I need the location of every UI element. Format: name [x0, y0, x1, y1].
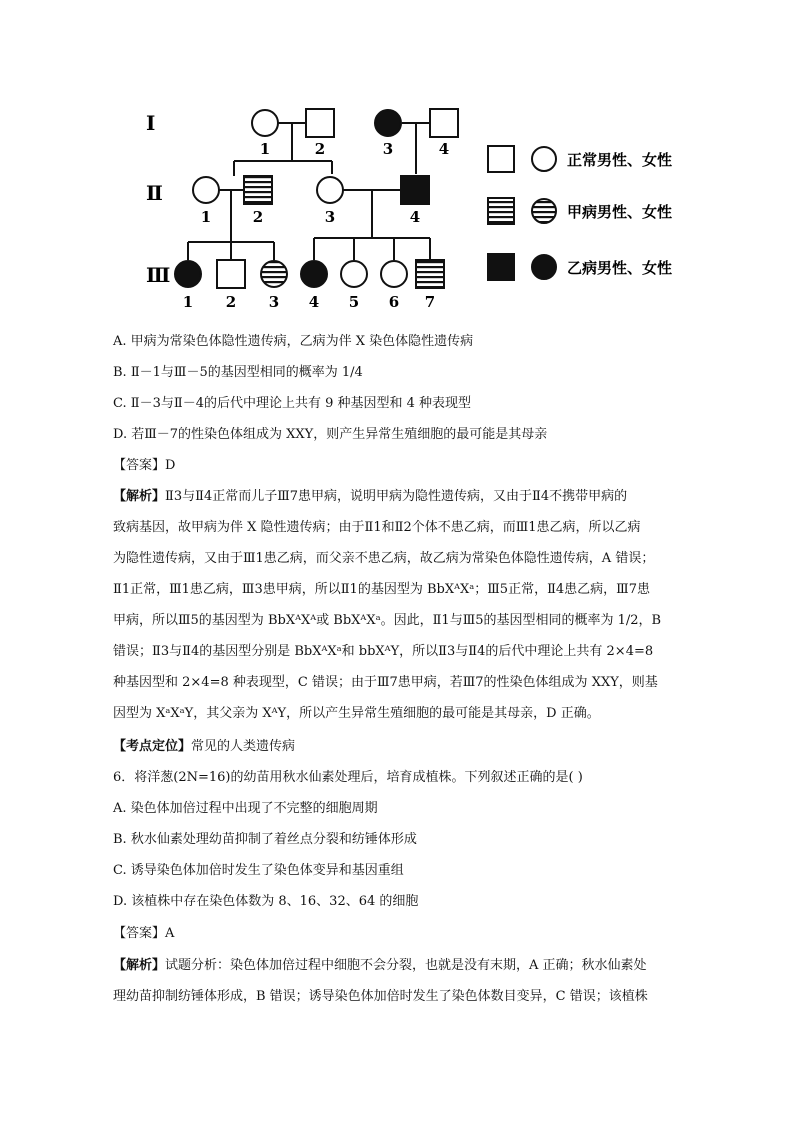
gen3-label-1: 1	[182, 293, 194, 311]
q5-option-d: D. 若Ⅲ－7的性染色体组成为 XXY，则产生异常生殖细胞的最可能是其母亲	[113, 427, 548, 442]
gen3-female-1-disease-b	[175, 261, 201, 287]
gen1-female-3-disease-b	[375, 110, 401, 136]
q6-option-a: A. 染色体加倍过程中出现了不完整的细胞周期	[113, 801, 378, 816]
gen3-label-3: 3	[268, 293, 280, 311]
q5-analysis-line-6: 错误；Ⅱ3与Ⅱ4的基因型分别是 BbXᴬXᵃ和 bbXᴬY，所以Ⅱ3与Ⅱ4的后代中理论上共有 2×4=8	[113, 644, 654, 659]
legend-disease-b-female	[532, 255, 556, 279]
q5-analysis-line-3: 为隐性遗传病，又由于Ⅲ1患乙病，而父亲不患乙病，故乙病为常染色体隐性遗传病，A 错误；	[113, 551, 655, 566]
q5-kaodian-label: 【考点定位】	[113, 739, 192, 754]
q6-option-d: D. 该植株中存在染色体数为 8、16、32、64 的细胞	[113, 894, 419, 909]
gen2-label-4: 4	[409, 208, 421, 226]
gen3-label-5: 5	[348, 293, 360, 311]
gen3-label-2: 2	[225, 293, 237, 311]
legend-disease-a-label: 甲病男性、女性	[567, 203, 673, 221]
q6-analysis-label: 【解析】	[113, 958, 166, 973]
gen3-label-7: 7	[424, 293, 436, 311]
q6-analysis-line-2: 理幼苗抑制纺锤体形成，B 错误；诱导染色体加倍时发生了染色体数目变异，C 错误；该植株	[113, 989, 648, 1004]
q6-analysis-line-1: 试题分析：染色体加倍过程中细胞不会分裂，也就是没有末期，A 正确；秋水仙素处	[165, 958, 647, 973]
q5-analysis-line-4: Ⅱ1正常，Ⅲ1患乙病，Ⅲ3患甲病，所以Ⅱ1的基因型为 BbXᴬXᵃ；Ⅲ5正常，Ⅱ4患乙病，Ⅲ7患	[113, 582, 650, 597]
gen-label-3: Ⅲ	[146, 263, 171, 287]
gen1-label-1: 1	[259, 140, 271, 158]
gen2-female-1	[193, 177, 219, 203]
gen1-male-4	[430, 109, 458, 137]
legend-disease-a-male	[488, 198, 514, 224]
q6-option-c: C. 诱导染色体加倍时发生了染色体变异和基因重组	[113, 863, 404, 878]
gen1-label-4: 4	[438, 140, 450, 158]
gen3-male-2	[217, 260, 245, 288]
gen1-female-1	[252, 110, 278, 136]
q5-option-b: B. Ⅱ－1与Ⅲ－5的基因型相同的概率为 1/4	[113, 365, 363, 380]
q5-analysis	[113, 481, 693, 729]
legend-normal-male	[488, 146, 514, 172]
gen1-label-2: 2	[314, 140, 326, 158]
gen2-female-3	[317, 177, 343, 203]
gen3-label-4: 4	[308, 293, 320, 311]
q6-stem: 6．将洋葱(2N=16)的幼苗用秋水仙素处理后，培育成植株。下列叙述正确的是( )	[113, 770, 583, 785]
gen3-female-5	[341, 261, 367, 287]
q5-kaodian-text: 常见的人类遗传病	[191, 739, 296, 754]
gen2-label-2: 2	[252, 208, 264, 226]
gen2-male-2-disease-a	[244, 176, 272, 204]
q6-analysis	[113, 950, 693, 1012]
legend-disease-a-female	[532, 199, 556, 223]
gen1-label-3: 3	[382, 140, 394, 158]
q5-kaodian	[113, 737, 713, 757]
gen-label-2: Ⅱ	[146, 181, 163, 205]
gen2-label-3: 3	[324, 208, 336, 226]
q5-analysis-line-1: Ⅱ3与Ⅱ4正常而儿子Ⅲ7患甲病，说明甲病为隐性遗传病，又由于Ⅱ4不携带甲病的	[165, 489, 628, 504]
gen3-label-6: 6	[388, 293, 400, 311]
q5-option-a: A. 甲病为常染色体隐性遗传病，乙病为伴 X 染色体隐性遗传病	[113, 334, 474, 349]
q5-analysis-line-8: 因型为 XᵃXᵃY，其父亲为 XᴬY，所以产生异常生殖细胞的最可能是其母亲，D 正确。	[113, 706, 600, 721]
gen3-female-4-disease-b	[301, 261, 327, 287]
legend-disease-b-male	[488, 254, 514, 280]
q5-option-c: C. Ⅱ－3与Ⅱ－4的后代中理论上共有 9 种基因型和 4 种表现型	[113, 396, 472, 411]
gen3-male-7-disease-a	[416, 260, 444, 288]
q5-answer: 【答案】D	[113, 458, 176, 473]
gen1-male-2	[306, 109, 334, 137]
q5-analysis-label: 【解析】	[113, 489, 166, 504]
gen2-male-4-disease-b	[401, 176, 429, 204]
q5-analysis-line-5: 甲病，所以Ⅲ5的基因型为 BbXᴬXᴬ或 BbXᴬXᵃ。因此，Ⅱ1与Ⅲ5的基因型相同的概率为 1/2，B	[113, 613, 662, 628]
q6-answer: 【答案】A	[113, 926, 175, 941]
gen3-female-3-disease-a	[261, 261, 287, 287]
q5-analysis-line-7: 种基因型和 2×4=8 种表现型，C 错误；由于Ⅲ7患甲病，若Ⅲ7的性染色体组成为 XXY，则基	[113, 675, 658, 690]
legend-disease-b-label: 乙病男性、女性	[567, 259, 673, 277]
gen2-label-1: 1	[200, 208, 212, 226]
pedigree-diagram	[140, 96, 700, 311]
gen-label-1: I	[146, 111, 156, 135]
legend-normal-female	[532, 147, 556, 171]
gen3-female-6	[381, 261, 407, 287]
q5-analysis-line-2: 致病基因，故甲病为伴 X 隐性遗传病；由于Ⅱ1和Ⅱ2个体不患乙病，而Ⅲ1患乙病，所以乙病	[113, 520, 641, 535]
legend-normal-label: 正常男性、女性	[567, 151, 673, 169]
q6-option-b: B. 秋水仙素处理幼苗抑制了着丝点分裂和纺锤体形成	[113, 832, 417, 847]
